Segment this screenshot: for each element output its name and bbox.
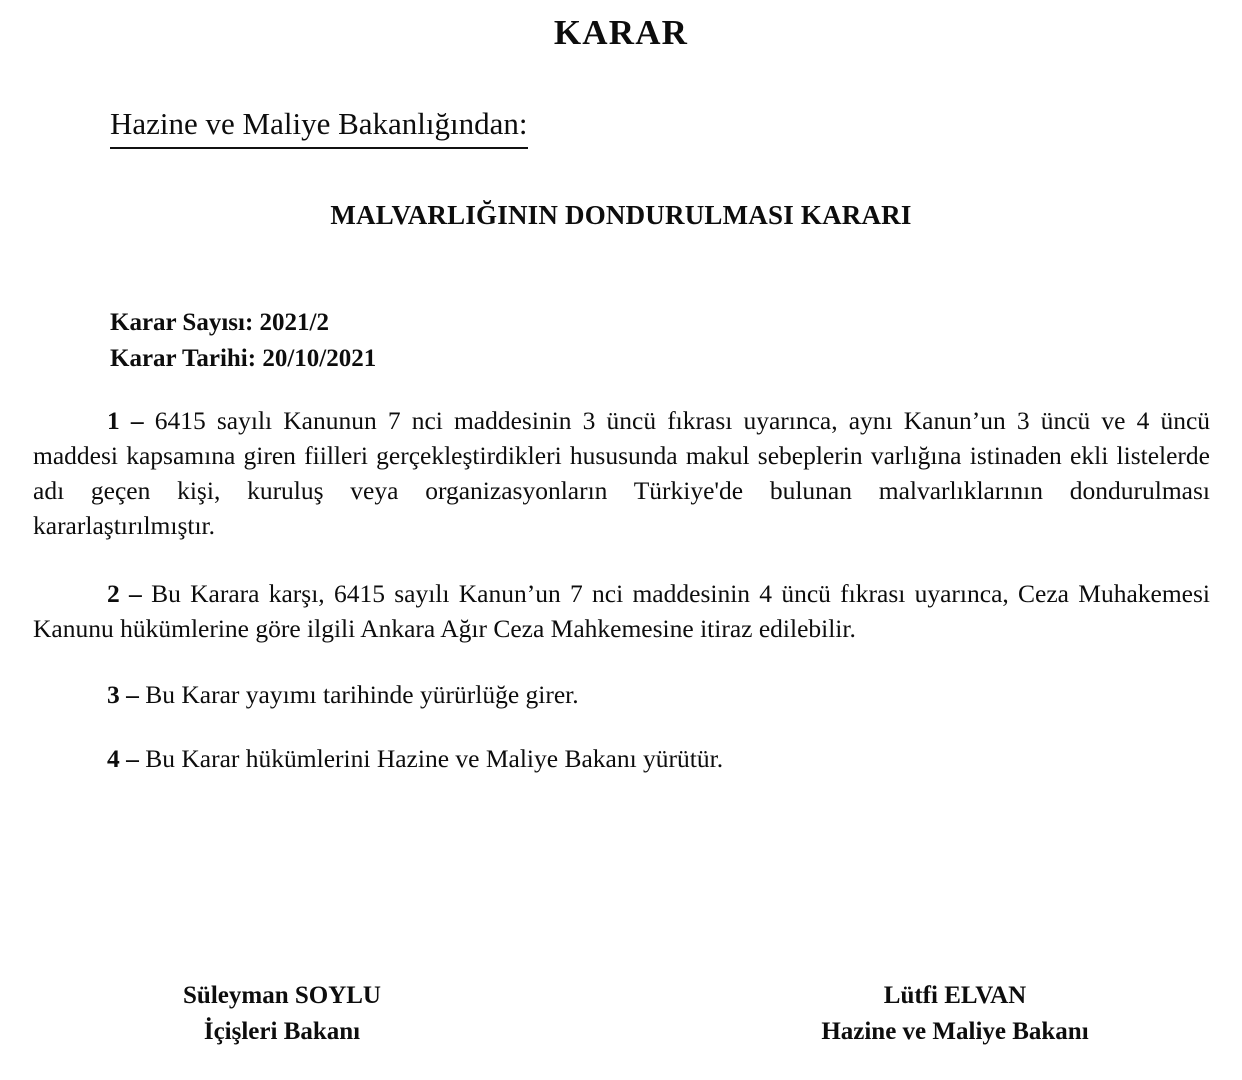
article-2-text: Bu Karara karşı, 6415 sayılı Kanun’un 7 nci maddesinin 4 üncü fıkrası uyarınca, Ceza Muhakemesi Kanunu hükümlerine göre ilgili Ankara Ağır Ceza Mahkemesine itiraz edilebilir. [33, 578, 1211, 643]
decision-meta [110, 305, 376, 378]
article-1 [33, 404, 1210, 544]
signature-right-role: Hazine ve Maliye Bakanı [821, 1017, 1089, 1045]
article-1-number: 1 – [107, 406, 144, 435]
decision-date: Karar Tarihi: 20/10/2021 [110, 345, 377, 373]
article-1-text: 6415 sayılı Kanunun 7 nci maddesinin 3 üncü fıkrası uyarınca, aynı Kanun’un 3 üncü ve 4 üncü maddesi kapsamına giren fiilleri gerçekleştirdikleri hususunda makul sebeplerin varlığına istinaden ekli listelerde adı geçen kişi, kuruluş veya organizasyonların Türkiye'de bulunan malvarlıklarının dondurulması kararlaştırılmıştır. [33, 406, 1211, 540]
article-3-number: 3 – [107, 679, 139, 709]
page-title: KARAR [553, 13, 689, 52]
signature-left-role: İçişleri Bakanı [203, 1017, 361, 1045]
document-subtitle: MALVARLIĞININ DONDURULMASI KARARI [330, 200, 912, 230]
signature-right-name: Lütfi ELVAN [883, 982, 1027, 1009]
article-2-number: 2 – [107, 578, 142, 608]
article-4 [33, 742, 1210, 777]
issuing-authority: Hazine ve Maliye Bakanlığından: [110, 105, 528, 149]
signature-left-name: Süleyman SOYLU [183, 982, 381, 1009]
article-2 [33, 577, 1210, 647]
decision-number: Karar Sayısı: 2021/2 [110, 309, 329, 336]
article-4-text: Bu Karar hükümlerini Hazine ve Maliye Bakanı yürütür. [145, 744, 724, 774]
signature-block [0, 978, 1242, 1049]
signature-left [62, 978, 502, 1049]
article-4-number: 4 – [107, 744, 139, 774]
signature-right [730, 978, 1180, 1049]
article-3 [33, 678, 1210, 713]
article-3-text: Bu Karar yayımı tarihinde yürürlüğe girer. [145, 679, 579, 709]
articles-list [33, 404, 1210, 777]
